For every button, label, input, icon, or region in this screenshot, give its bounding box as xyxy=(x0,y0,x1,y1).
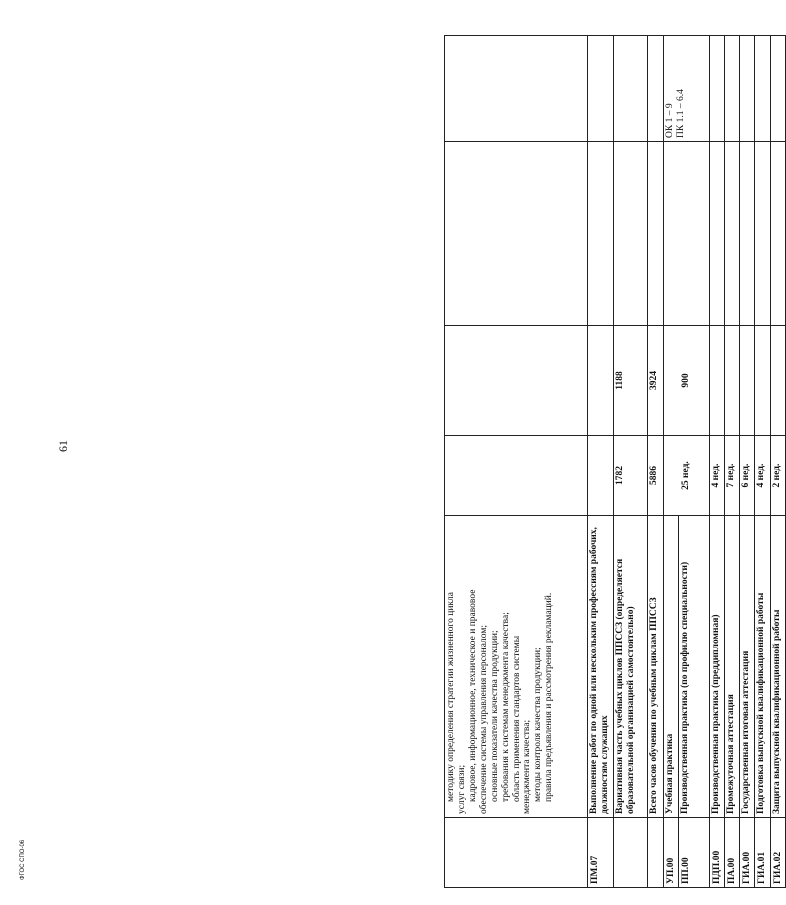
table-row-gia xyxy=(740,36,755,888)
total-name: Всего часов обучения по учебным циклам ППССЗ xyxy=(648,516,663,818)
variative-class-hours: 1188 xyxy=(613,326,648,436)
table-row-pm07 xyxy=(588,36,613,888)
empty-cell xyxy=(724,142,739,326)
empty-cell xyxy=(613,36,648,142)
content-line: обеспечение системы управления персоналом; xyxy=(478,625,489,814)
gia01-name: Подготовка выпускной квалификационной работы xyxy=(755,516,770,818)
empty-cell xyxy=(648,36,663,142)
pa-weeks: 7 нед. xyxy=(724,436,739,516)
empty-cell xyxy=(740,142,755,326)
content-line: кадровое, информационное, техническое и правовое xyxy=(467,589,478,802)
empty-cell xyxy=(648,142,663,326)
up-code: УП.00 xyxy=(663,818,678,888)
table-row-content xyxy=(445,36,588,888)
class-hours-cell xyxy=(445,326,588,436)
competency-ok: ОК 1 – 9 xyxy=(664,103,675,138)
empty-cell xyxy=(770,142,785,326)
table-row-up xyxy=(663,36,678,888)
content-line: услуг связи; xyxy=(456,764,467,814)
pa-code: ПА.00 xyxy=(724,818,739,888)
empty-cell xyxy=(648,818,663,888)
gia02-name: Защита выпускной квалификационной работы xyxy=(770,516,785,818)
variative-name xyxy=(613,516,648,818)
competency-pk: ПК 1.1 – 6.4 xyxy=(675,89,686,138)
empty-cell xyxy=(724,326,739,436)
table-row-variative xyxy=(613,36,648,888)
variative-name-text: Вариативная часть учебных циклов ППССЗ (определяется образовательной организацией самостоятельно) xyxy=(614,558,636,814)
content-line: методы контроля качества продукции; xyxy=(533,647,544,802)
content-line: менеджмента качества; xyxy=(522,719,533,814)
table-row-gia02 xyxy=(770,36,785,888)
discipline-cell xyxy=(445,142,588,326)
module-code: ПМ.07 xyxy=(588,818,613,888)
empty-cell xyxy=(613,818,648,888)
empty-cell xyxy=(770,36,785,142)
empty-cell xyxy=(588,436,613,516)
gia01-weeks: 4 нед. xyxy=(755,436,770,516)
empty-cell xyxy=(588,142,613,326)
pdp-weeks: 4 нед. xyxy=(709,436,724,516)
empty-cell xyxy=(588,36,613,142)
table-row-pdp xyxy=(709,36,724,888)
empty-cell xyxy=(755,142,770,326)
content-line: область применения стандартов системы xyxy=(511,635,522,802)
rotated-table-wrapper xyxy=(444,36,786,888)
practice-hours: 900 xyxy=(663,326,709,436)
empty-cell xyxy=(724,36,739,142)
document-footer: ФГОС СПО-06 xyxy=(20,839,26,880)
table-row-total xyxy=(648,36,663,888)
page-number: 61 xyxy=(56,440,70,452)
table-row-pa xyxy=(724,36,739,888)
pdp-name: Производственная практика (преддипломная) xyxy=(709,516,724,818)
curriculum-table xyxy=(444,35,786,888)
content-line: правила предъявления и рассмотрения рекламаций. xyxy=(544,592,555,802)
content-cell xyxy=(445,516,588,818)
practice-weeks: 25 нед. xyxy=(663,436,709,516)
empty-cell xyxy=(755,36,770,142)
empty-cell xyxy=(709,142,724,326)
empty-cell xyxy=(740,326,755,436)
total-max-hours: 5886 xyxy=(648,436,663,516)
empty-cell xyxy=(755,326,770,436)
gia-code: ГИА.00 xyxy=(740,818,755,888)
total-class-hours: 3924 xyxy=(648,326,663,436)
gia-weeks: 6 нед. xyxy=(740,436,755,516)
gia02-code: ГИА.02 xyxy=(770,818,785,888)
content-line: основные показатели качества продукции; xyxy=(489,630,500,802)
pp-name: Производственная практика (по профилю специальности) xyxy=(678,516,709,818)
empty-cell xyxy=(770,326,785,436)
pdp-code: ПДП.00 xyxy=(709,818,724,888)
empty-cell xyxy=(613,142,648,326)
competencies-cell xyxy=(445,36,588,142)
content-line: требования к системам менеджмента качества; xyxy=(500,612,511,802)
pp-code: ПП.00 xyxy=(678,818,709,888)
gia-name: Государственная итоговая аттестация xyxy=(740,516,755,818)
variative-max-hours: 1782 xyxy=(613,436,648,516)
pa-name: Промежуточная аттестация xyxy=(724,516,739,818)
practice-competencies xyxy=(663,36,709,142)
up-name: Учебная практика xyxy=(663,516,678,818)
empty-cell xyxy=(709,36,724,142)
code-cell-empty xyxy=(445,818,588,888)
gia01-code: ГИА.01 xyxy=(755,818,770,888)
empty-cell xyxy=(709,326,724,436)
gia02-weeks: 2 нед. xyxy=(770,436,785,516)
module-name: Выполнение работ по одной или нескольким профессиям рабочих, должностям служащих xyxy=(588,516,613,818)
content-line: методику определения стратегии жизненного цикла xyxy=(446,591,456,802)
table-row-gia01 xyxy=(755,36,770,888)
max-hours-cell xyxy=(445,436,588,516)
empty-cell xyxy=(740,36,755,142)
empty-cell xyxy=(663,142,709,326)
empty-cell xyxy=(588,326,613,436)
